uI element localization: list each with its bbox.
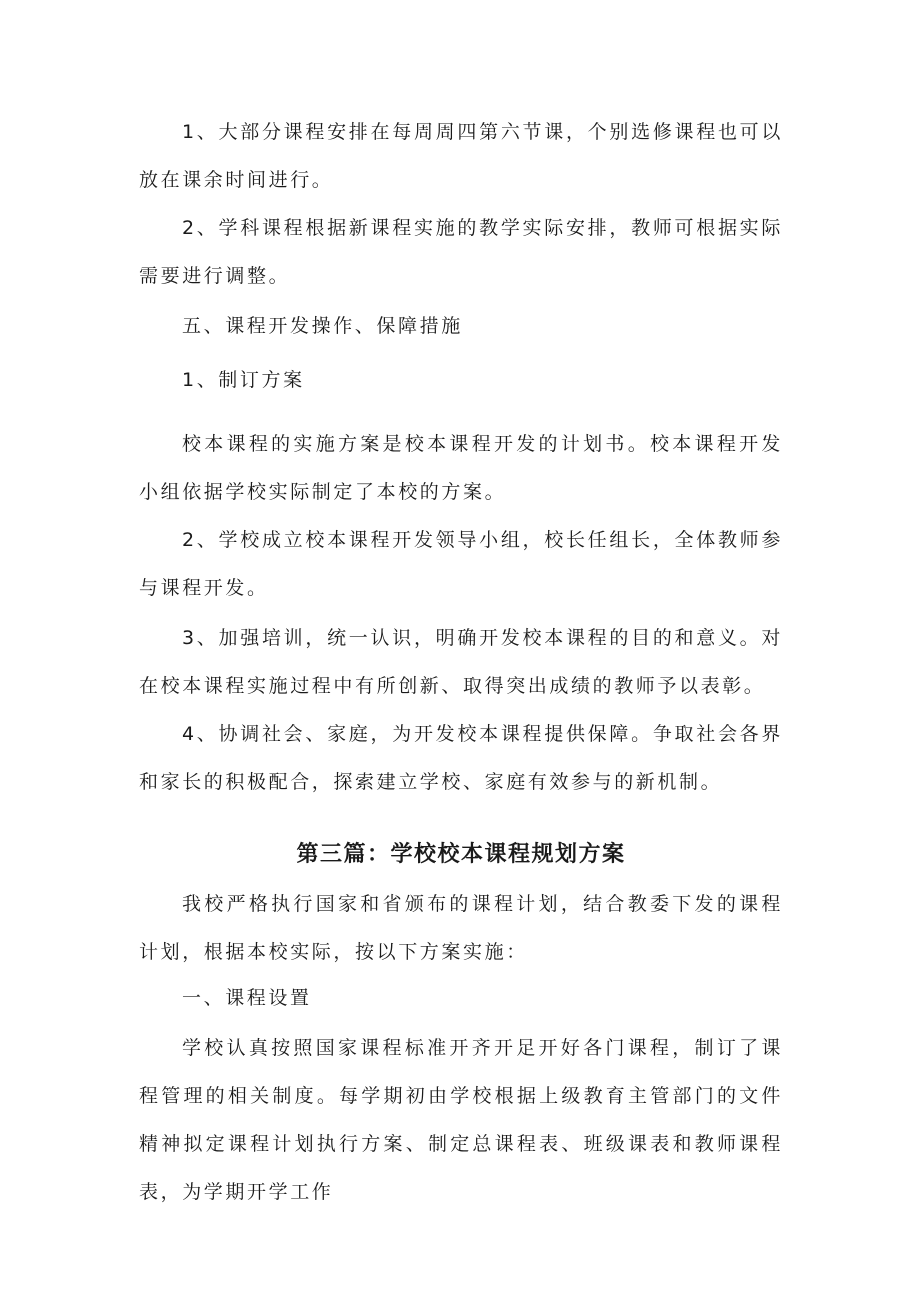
paragraph-course-setup-body: 学校认真按照国家课程标准开齐开足开好各门课程，制订了课程管理的相关制度。每学期初由学校根据上级教育主管部门的文件精神拟定课程计划执行方案、制定总课程表、班级课表和教师课程表，为学期开学工作 xyxy=(139,1037,783,1203)
paragraph-intro: 我校严格执行国家和省颁布的课程计划，结合教委下发的课程计划，根据本校实际，按以下方案实施： xyxy=(139,893,783,963)
heading-make-plan: 1、制订方案 xyxy=(182,369,305,391)
paragraph-leadership-group: 2、学校成立校本课程开发领导小组，校长任组长，全体教师参与课程开发。 xyxy=(139,529,783,599)
paragraph-course-schedule: 1、大部分课程安排在每周周四第六节课，个别选修课程也可以放在课余时间进行。 xyxy=(139,121,783,191)
heading-section-five: 五、课程开发操作、保障措施 xyxy=(182,315,463,337)
paragraph-training: 3、加强培训，统一认识，明确开发校本课程的目的和意义。对在校本课程实施过程中有所创新、取得突出成绩的教师予以表彰。 xyxy=(139,627,783,697)
paragraph-subject-courses: 2、学科课程根据新课程实施的教学实际安排，教师可根据实际需要进行调整。 xyxy=(139,217,783,287)
paragraph-implementation-plan: 校本课程的实施方案是校本课程开发的计划书。校本课程开发小组依据学校实际制定了本校的方案。 xyxy=(139,433,783,503)
paragraph-coordination: 4、协调社会、家庭，为开发校本课程提供保障。争取社会各界和家长的积极配合，探索建立学校、家庭有效参与的新机制。 xyxy=(139,723,783,793)
section-title: 第三篇：学校校本课程规划方案 xyxy=(296,842,626,867)
heading-course-setup: 一、课程设置 xyxy=(182,987,312,1009)
